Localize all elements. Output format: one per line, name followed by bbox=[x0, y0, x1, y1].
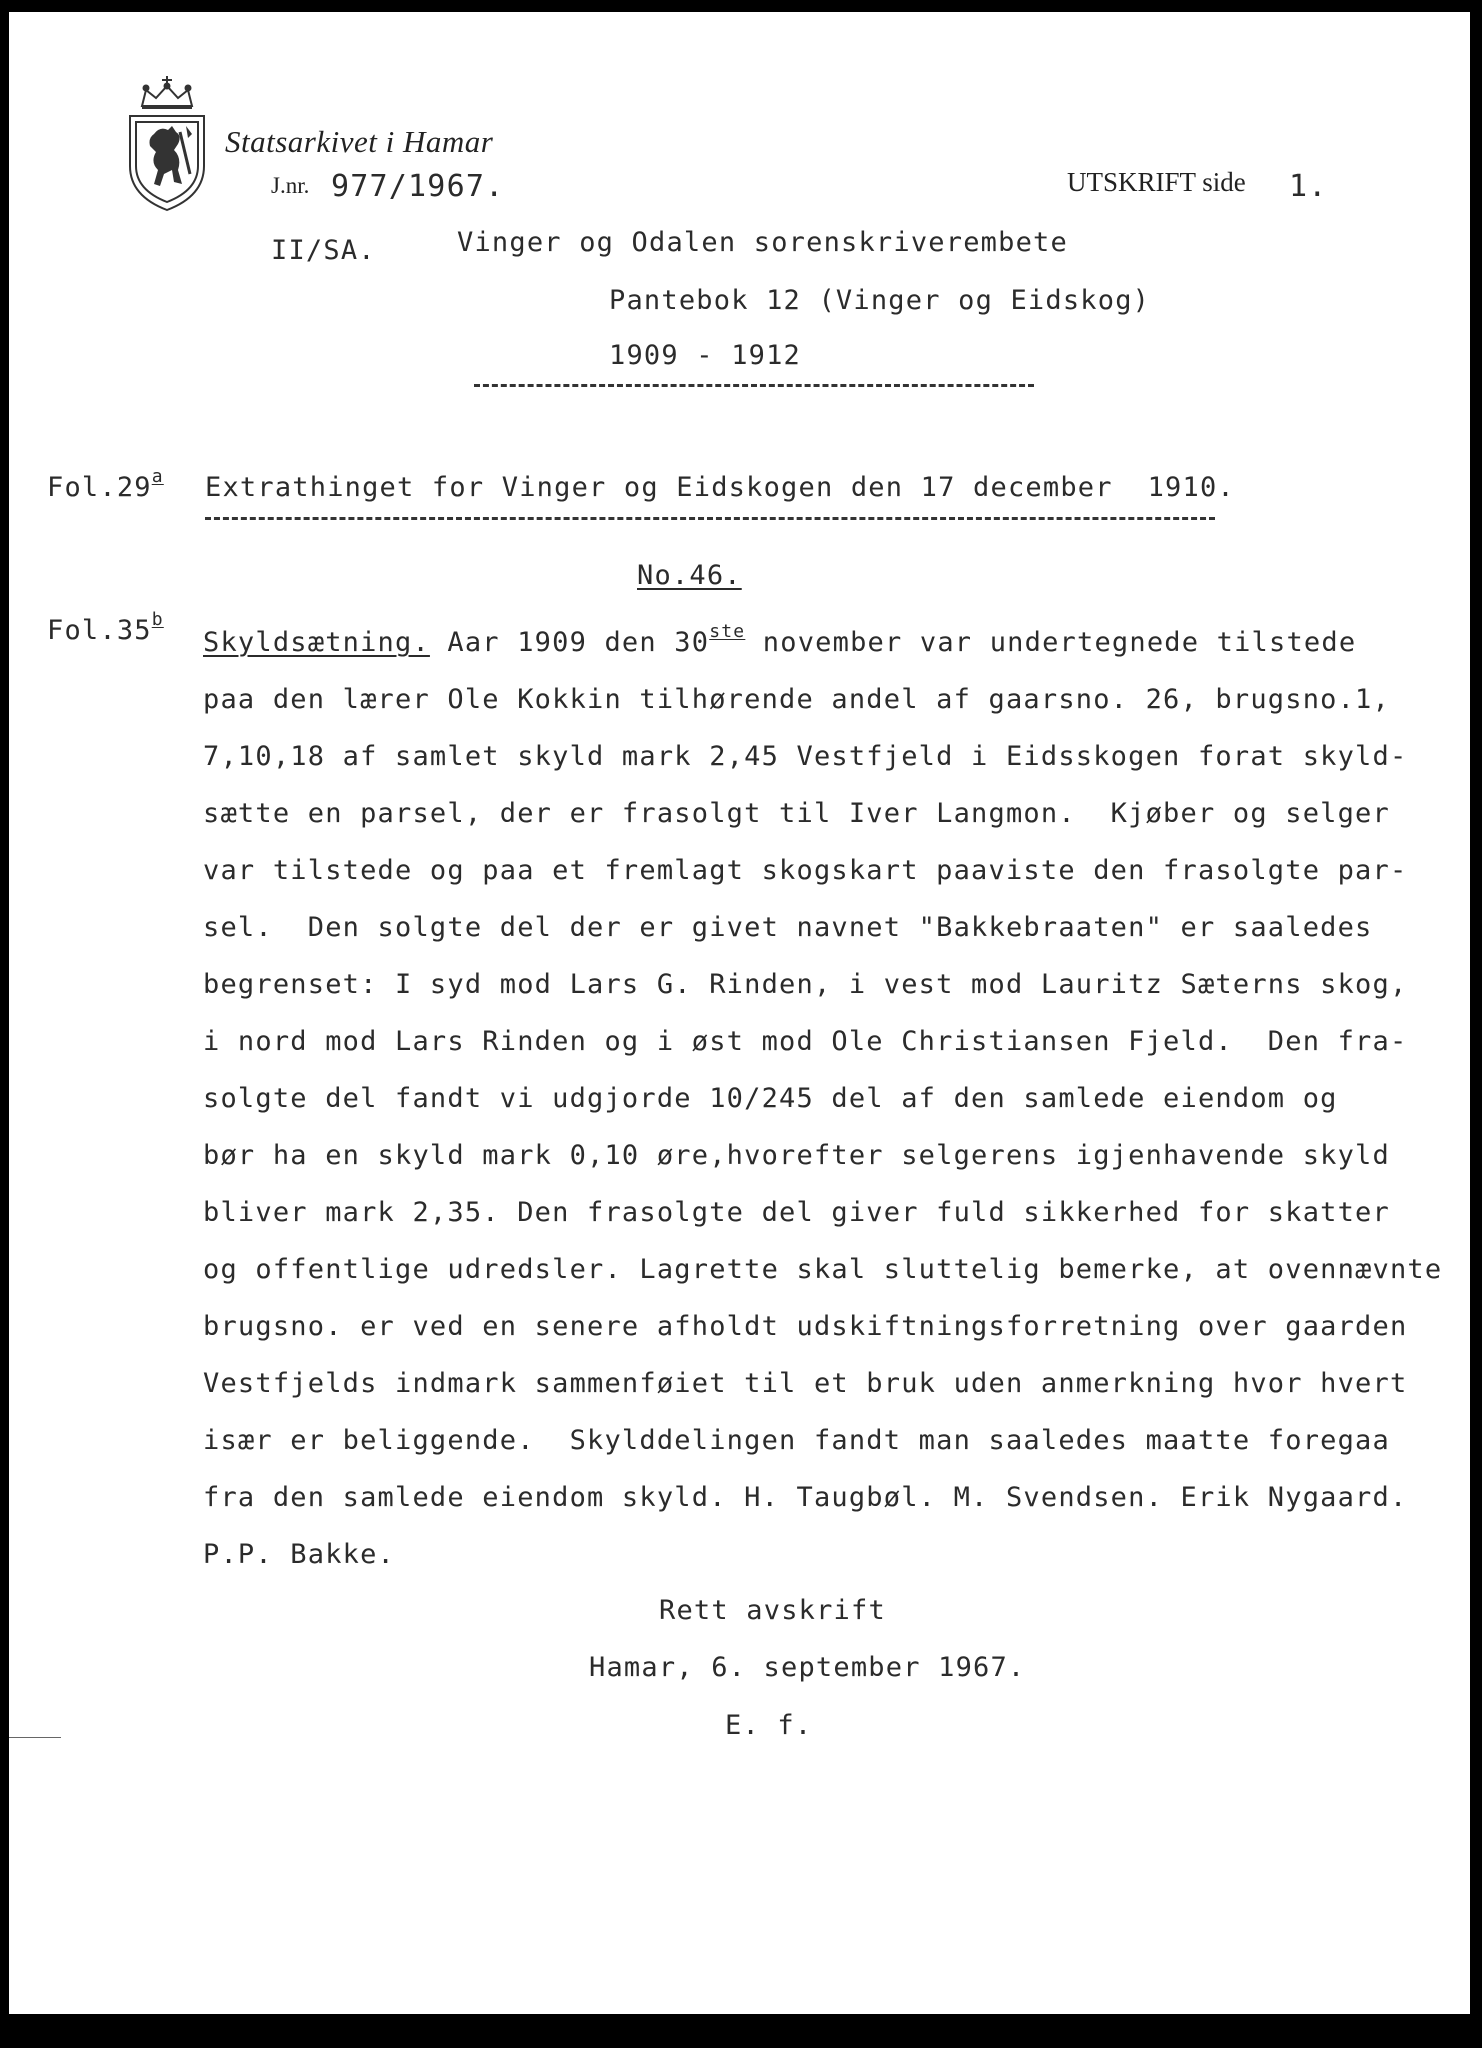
margin-mark bbox=[9, 1737, 61, 1738]
book-title: Pantebok 12 (Vinger og Eidskog) bbox=[609, 285, 1151, 316]
body-line: fra den samlede eiendom skyld. H. Taugbøl. M. Svendsen. Erik Nygaard. bbox=[203, 1482, 1408, 1513]
folio-35-label: Fol.35$^b$ bbox=[47, 609, 164, 646]
body-line: brugsno. er ved en senere afholdt udskiftningsforretning over gaarden bbox=[203, 1311, 1408, 1342]
year-range: 1909 - 1912 bbox=[609, 340, 802, 371]
body-line: bør ha en skyld mark 0,10 øre,hvorefter selgerens igjenhavende skyld bbox=[203, 1140, 1390, 1171]
entry-body bbox=[203, 621, 1443, 1598]
folio-29-label: Fol.29$^a$ bbox=[47, 466, 164, 503]
entry-number: No.46. bbox=[637, 560, 742, 591]
body-line: Skyldsætning. Aar 1909 den 30ste november var undertegnede tilstede bbox=[203, 621, 1357, 658]
body-line: sel. Den solgte del der er givet navnet "Bakkebraaten" er saaledes bbox=[203, 912, 1373, 943]
journal-number: 977/1967. bbox=[331, 169, 505, 204]
body-line: begrenset: I syd mod Lars G. Rinden, i vest mod Lauritz Sæterns skog, bbox=[203, 969, 1408, 1000]
coat-of-arms-icon bbox=[126, 74, 208, 212]
reference-code: II/SA. bbox=[271, 235, 376, 266]
document-page bbox=[9, 12, 1470, 2014]
body-line: og offentlige udredsler. Lagrette skal sluttelig bemerke, at ovennævnte bbox=[203, 1254, 1443, 1285]
body-line: var tilstede og paa et fremlagt skogskart paaviste den frasolgte par- bbox=[203, 855, 1408, 886]
page-number: 1. bbox=[1289, 169, 1328, 204]
copy-label: UTSKRIFT side bbox=[1067, 167, 1246, 197]
certification-place-date: Hamar, 6. september 1967. bbox=[589, 1652, 1026, 1683]
body-line: Vestfjelds indmark sammenføiet til et bruk uden anmerkning hvor hvert bbox=[203, 1368, 1408, 1399]
certification-initials: E. f. bbox=[725, 1710, 813, 1741]
journal-number-label: J.nr. bbox=[271, 173, 310, 198]
body-line: paa den lærer Ole Kokkin tilhørende andel af gaarsno. 26, brugsno.1, bbox=[203, 684, 1390, 715]
header-divider bbox=[474, 384, 1034, 387]
body-line: især er beliggende. Skylddelingen fandt man saaledes maatte foregaa bbox=[203, 1425, 1390, 1456]
office-name: Vinger og Odalen sorenskriverembete bbox=[457, 227, 1068, 258]
heading-divider bbox=[205, 517, 1215, 520]
institution-name: Statsarkivet i Hamar bbox=[225, 124, 494, 159]
body-line: solgte del fandt vi udgjorde 10/245 del af den samlede eiendom og bbox=[203, 1083, 1338, 1114]
court-session-heading: Extrathinget for Vinger og Eidskogen den 17 december 1910. bbox=[205, 472, 1235, 503]
body-line: sætte en parsel, der er frasolgt til Iver Langmon. Kjøber og selger bbox=[203, 798, 1390, 829]
certification-text: Rett avskrift bbox=[659, 1595, 886, 1626]
body-line: i nord mod Lars Rinden og i øst mod Ole Christiansen Fjeld. Den fra- bbox=[203, 1026, 1408, 1057]
body-line: bliver mark 2,35. Den frasolgte del giver fuld sikkerhed for skatter bbox=[203, 1197, 1390, 1228]
body-line: P.P. Bakke. bbox=[203, 1539, 396, 1570]
body-line: 7,10,18 af samlet skyld mark 2,45 Vestfjeld i Eidsskogen forat skyld- bbox=[203, 741, 1408, 772]
